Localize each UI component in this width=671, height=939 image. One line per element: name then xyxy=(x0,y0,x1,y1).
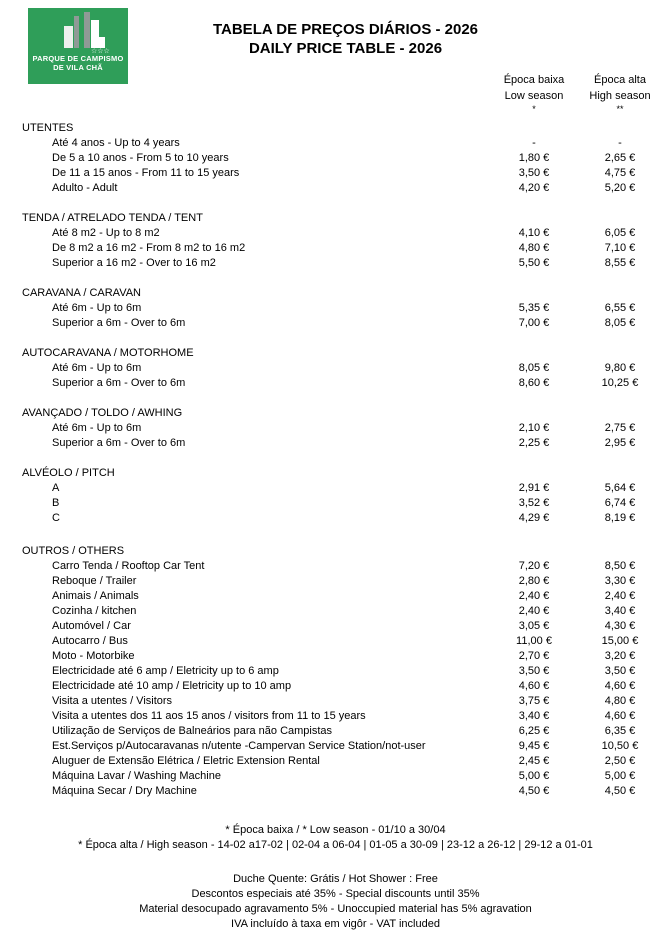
price-high-season: 2,65 € xyxy=(604,152,636,164)
price-section xyxy=(0,286,663,331)
price-low-season: 7,00 € xyxy=(518,317,550,329)
price-high-season: 8,19 € xyxy=(604,512,636,524)
price-high-season: 6,35 € xyxy=(604,725,636,737)
price-high-season: 6,05 € xyxy=(604,227,636,239)
price-high-season: 2,50 € xyxy=(604,755,636,767)
price-high-season: 9,80 € xyxy=(604,362,636,374)
price-section xyxy=(0,211,663,271)
row-label: Até 8 m2 - Up to 8 m2 xyxy=(52,227,160,239)
row-label: Visita a utentes / Visitors xyxy=(52,695,173,707)
price-high-season: 4,50 € xyxy=(604,785,636,797)
price-low-season: 3,75 € xyxy=(518,695,550,707)
low-season-label-en: Low season xyxy=(504,90,564,102)
table-row xyxy=(0,574,663,589)
price-low-season: 1,80 € xyxy=(518,152,550,164)
price-low-season: 2,91 € xyxy=(518,482,550,494)
table-row xyxy=(0,664,663,679)
price-high-season: 5,20 € xyxy=(604,182,636,194)
table-row xyxy=(0,619,663,634)
row-label: Aluguer de Extensão Elétrica / Eletric Extension Rental xyxy=(52,755,320,767)
price-low-season: 4,50 € xyxy=(518,785,550,797)
section-title: AUTOCARAVANA / MOTORHOME xyxy=(22,347,194,359)
section-title: TENDA / ATRELADO TENDA / TENT xyxy=(22,212,203,224)
price-high-season: 3,30 € xyxy=(604,575,636,587)
price-high-season: 7,10 € xyxy=(604,242,636,254)
price-section xyxy=(0,406,663,451)
price-high-season: 4,75 € xyxy=(604,167,636,179)
row-label: Carro Tenda / Rooftop Car Tent xyxy=(52,560,205,572)
price-low-season: 4,10 € xyxy=(518,227,550,239)
price-high-season: 5,64 € xyxy=(604,482,636,494)
price-high-season: 4,80 € xyxy=(604,695,636,707)
table-row xyxy=(0,436,663,451)
price-low-season: 3,50 € xyxy=(518,167,550,179)
price-high-season: 2,95 € xyxy=(604,437,636,449)
price-high-season: 5,00 € xyxy=(604,770,636,782)
price-low-season: 4,20 € xyxy=(518,182,550,194)
price-low-season: 8,60 € xyxy=(518,377,550,389)
price-low-season: 3,52 € xyxy=(518,497,550,509)
table-row xyxy=(0,559,663,574)
row-label: De 5 a 10 anos - From 5 to 10 years xyxy=(52,152,229,164)
note-line: IVA incluído à taxa em vigôr - VAT included xyxy=(231,918,440,930)
table-row xyxy=(0,166,663,181)
price-low-season: 5,50 € xyxy=(518,257,550,269)
table-row xyxy=(0,769,663,784)
row-label: Máquina Lavar / Washing Machine xyxy=(52,770,221,782)
table-row xyxy=(0,784,663,799)
row-label: De 11 a 15 anos - From 11 to 15 years xyxy=(52,167,240,179)
price-low-season: 2,70 € xyxy=(518,650,550,662)
price-low-season: 2,40 € xyxy=(518,590,550,602)
table-row xyxy=(0,481,663,496)
row-label: Est.Serviços p/Autocaravanas n/utente -Campervan Service Station/not-user xyxy=(52,740,426,752)
row-label: Até 6m - Up to 6m xyxy=(52,422,142,434)
logo-org-line1: PARQUE DE CAMPISMO xyxy=(32,54,124,63)
row-label: De 8 m2 a 16 m2 - From 8 m2 to 16 m2 xyxy=(52,242,246,254)
row-label: Até 4 anos - Up to 4 years xyxy=(52,137,180,149)
note-line: Descontos especiais até 35% - Special discounts until 35% xyxy=(191,888,480,900)
price-section xyxy=(0,544,663,799)
price-section xyxy=(0,466,663,526)
high-season-label-pt: Época alta xyxy=(594,74,646,86)
price-high-season: 3,40 € xyxy=(604,605,636,617)
row-label: Superior a 6m - Over to 6m xyxy=(52,377,186,389)
table-row xyxy=(0,754,663,769)
table-row xyxy=(0,589,663,604)
high-season-mark: ** xyxy=(616,104,624,114)
table-row xyxy=(0,136,663,151)
table-row xyxy=(0,694,663,709)
row-label: Electricidade até 6 amp / Eletricity up to 6 amp xyxy=(52,665,279,677)
price-low-season: 2,45 € xyxy=(518,755,550,767)
row-label: Adulto - Adult xyxy=(52,182,118,194)
section-title: AVANÇADO / TOLDO / AWHING xyxy=(22,407,183,419)
row-label: Utilização de Serviços de Balneários para não Campistas xyxy=(52,725,333,737)
table-row xyxy=(0,151,663,166)
row-label: Animais / Animals xyxy=(52,590,139,602)
section-title: CARAVANA / CARAVAN xyxy=(22,287,141,299)
footnote-line: * Época alta / High season - 14-02 a17-02 | 02-04 a 06-04 | 01-05 a 30-09 | 23-12 a 26-12 | 29-12 a 01-01 xyxy=(78,839,593,851)
price-low-season: 6,25 € xyxy=(518,725,550,737)
row-label: Visita a utentes dos 11 aos 15 anos / visitors from 11 to 15 years xyxy=(52,710,366,722)
table-row xyxy=(0,181,663,196)
table-row xyxy=(0,739,663,754)
row-label: Moto - Motorbike xyxy=(52,650,135,662)
price-section xyxy=(0,121,663,196)
price-low-season: 2,80 € xyxy=(518,575,550,587)
row-label: Até 6m - Up to 6m xyxy=(52,302,142,314)
price-low-season: 7,20 € xyxy=(518,560,550,572)
price-low-season: 5,35 € xyxy=(518,302,550,314)
price-high-season: 10,50 € xyxy=(601,740,639,752)
price-sections xyxy=(0,121,663,814)
price-low-season: 4,80 € xyxy=(518,242,550,254)
price-high-season: 3,20 € xyxy=(604,650,636,662)
price-low-season: 2,40 € xyxy=(518,605,550,617)
price-high-season: 2,75 € xyxy=(604,422,636,434)
season-footnotes xyxy=(0,823,671,853)
price-high-season: 2,40 € xyxy=(604,590,636,602)
table-row xyxy=(0,241,663,256)
table-row xyxy=(0,511,663,526)
high-season-label-en: High season xyxy=(589,90,651,102)
price-high-season: 8,05 € xyxy=(604,317,636,329)
price-high-season: 4,60 € xyxy=(604,710,636,722)
row-label: A xyxy=(52,482,60,494)
row-label: Máquina Secar / Dry Machine xyxy=(52,785,197,797)
table-row xyxy=(0,634,663,649)
low-season-mark: * xyxy=(532,104,536,114)
row-label: Superior a 6m - Over to 6m xyxy=(52,437,186,449)
row-label: Electricidade até 10 amp / Eletricity up to 10 amp xyxy=(52,680,292,692)
price-low-season: 11,00 € xyxy=(516,635,552,647)
document-title xyxy=(20,20,671,58)
section-title: ALVÉOLO / PITCH xyxy=(22,467,115,479)
price-low-season: 2,10 € xyxy=(518,422,550,434)
price-high-season: 6,55 € xyxy=(604,302,636,314)
row-label: C xyxy=(52,512,60,524)
table-row xyxy=(0,256,663,271)
table-row xyxy=(0,226,663,241)
general-notes xyxy=(0,872,671,932)
row-label: Superior a 16 m2 - Over to 16 m2 xyxy=(52,257,216,269)
note-line: Duche Quente: Grátis / Hot Shower : Free xyxy=(233,873,438,885)
table-row xyxy=(0,361,663,376)
row-label: Superior a 6m - Over to 6m xyxy=(52,317,186,329)
price-low-season: 4,60 € xyxy=(518,680,550,692)
price-high-season: 8,50 € xyxy=(604,560,636,572)
price-high-season: - xyxy=(618,137,622,149)
price-low-season: 3,05 € xyxy=(518,620,550,632)
price-high-season: 10,25 € xyxy=(601,377,639,389)
row-label: Autocarro / Bus xyxy=(52,635,128,647)
table-row xyxy=(0,376,663,391)
note-line: Material desocupado agravamento 5% - Unoccupied material has 5% agravation xyxy=(139,903,532,915)
row-label: Automóvel / Car xyxy=(52,620,131,632)
price-low-season: 3,40 € xyxy=(518,710,550,722)
price-low-season: 4,29 € xyxy=(518,512,550,524)
document-title-en: DAILY PRICE TABLE - 2026 xyxy=(248,40,443,57)
table-row xyxy=(0,709,663,724)
table-row xyxy=(0,724,663,739)
table-row xyxy=(0,679,663,694)
section-title: OUTROS / OTHERS xyxy=(22,545,125,557)
table-row xyxy=(0,649,663,664)
price-low-season: - xyxy=(532,137,536,149)
price-low-season: 8,05 € xyxy=(518,362,550,374)
price-high-season: 8,55 € xyxy=(604,257,636,269)
price-low-season: 5,00 € xyxy=(518,770,550,782)
price-low-season: 2,25 € xyxy=(518,437,550,449)
table-row xyxy=(0,496,663,511)
section-title: UTENTES xyxy=(22,122,74,134)
price-high-season: 4,60 € xyxy=(604,680,636,692)
price-section xyxy=(0,346,663,391)
price-high-season: 4,30 € xyxy=(604,620,636,632)
logo-org-line2: DE VILA CHÃ xyxy=(53,63,103,72)
price-high-season: 6,74 € xyxy=(604,497,636,509)
footnote-line: * Época baixa / * Low season - 01/10 a 30/04 xyxy=(225,824,446,836)
column-header-high-season xyxy=(577,72,663,115)
low-season-label-pt: Época baixa xyxy=(503,74,565,86)
season-column-headers xyxy=(491,72,663,115)
column-header-low-season xyxy=(491,72,577,115)
row-label: Reboque / Trailer xyxy=(52,575,137,587)
document-title-pt: TABELA DE PREÇOS DIÁRIOS - 2026 xyxy=(212,21,479,38)
price-low-season: 9,45 € xyxy=(518,740,550,752)
row-label: Cozinha / kitchen xyxy=(52,605,137,617)
table-row xyxy=(0,421,663,436)
price-high-season: 15,00 € xyxy=(601,635,639,647)
price-high-season: 3,50 € xyxy=(604,665,636,677)
table-row xyxy=(0,604,663,619)
table-row xyxy=(0,301,663,316)
table-row xyxy=(0,316,663,331)
row-label: Até 6m - Up to 6m xyxy=(52,362,142,374)
row-label: B xyxy=(52,497,60,509)
price-low-season: 3,50 € xyxy=(518,665,550,677)
stars-icon: ☆☆☆ xyxy=(91,48,110,54)
